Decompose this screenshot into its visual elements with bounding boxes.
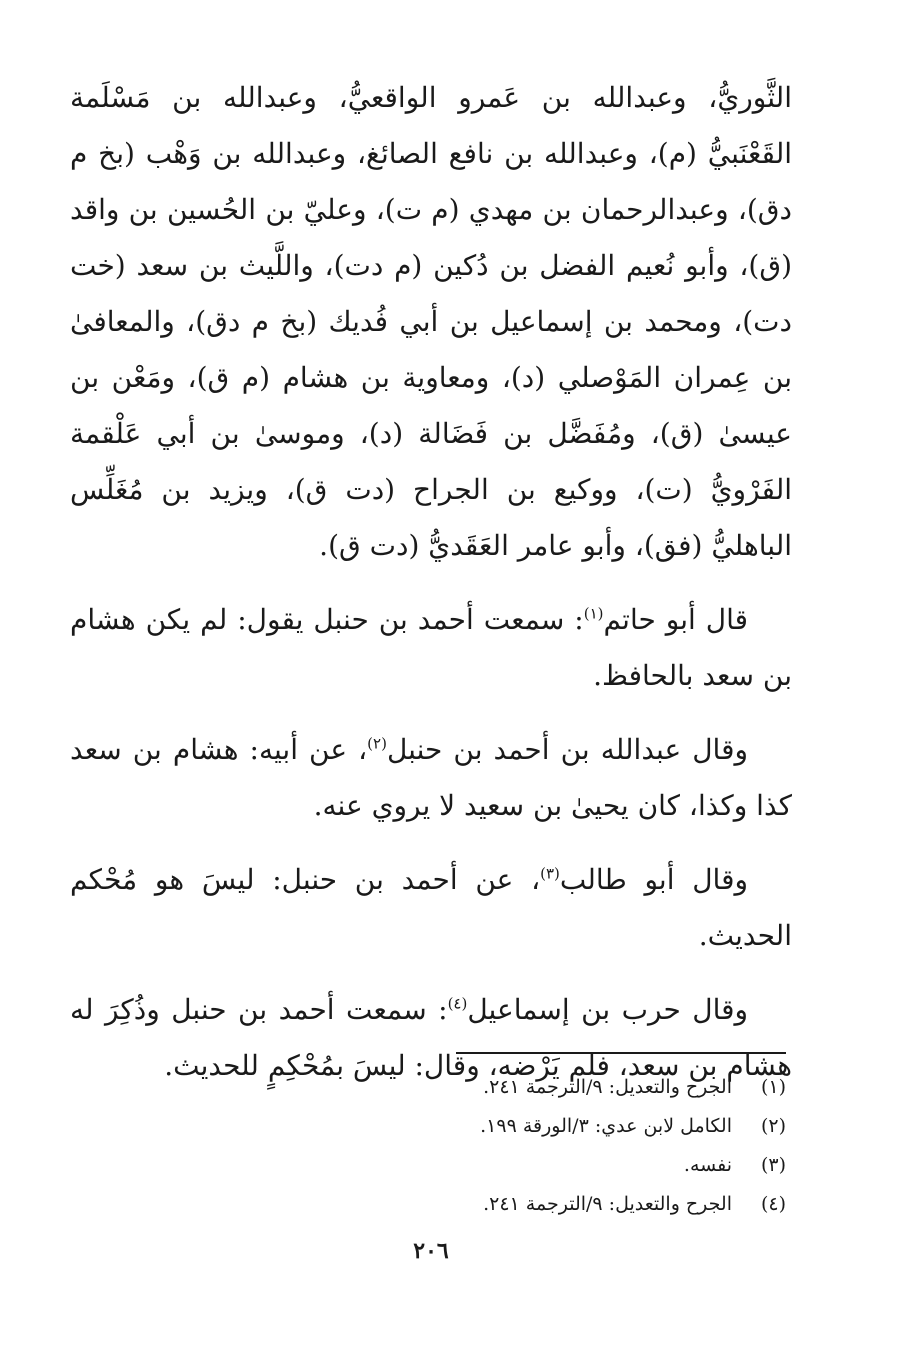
- quote-abu-hatim: [70, 592, 792, 704]
- paragraph-rest: : سمعت أحمد بن حنبل يقول: لم يكن هشام بن سعد بالحافظ.: [70, 603, 792, 692]
- footnote-ref-1[interactable]: (١): [583, 604, 604, 623]
- paragraph-lead: وقال أبو طالب: [559, 863, 748, 896]
- footnote-ref-2[interactable]: (٢): [367, 734, 387, 753]
- footnote-item: [66, 1185, 786, 1224]
- paragraph-rest: ، عن أحمد بن حنبل: ليسَ هو مُحْكم الحديث.: [70, 863, 792, 952]
- footnote-number: (١): [760, 1076, 786, 1098]
- footnote-item: [66, 1068, 786, 1107]
- paragraph-lead: وقال عبدالله بن أحمد بن حنبل: [386, 733, 748, 766]
- book-page: [70, 70, 792, 1300]
- footnote-text: نفسه.: [683, 1154, 732, 1176]
- footnote-ref-3[interactable]: (٣): [540, 864, 560, 883]
- quote-abu-talib: [70, 852, 792, 964]
- footnote-divider: [456, 1052, 786, 1054]
- footnote-item: [66, 1146, 786, 1185]
- quote-abdallah: [70, 722, 792, 834]
- footnote-number: (٢): [760, 1115, 786, 1137]
- paragraph-rest: : سمعت أحمد بن حنبل وذُكِرَ له هشام بن سعد، فلم يَرْضه، وقال: ليسَ بمُحْكِمٍ للحديث.: [70, 993, 792, 1082]
- footnote-number: (٤): [760, 1193, 786, 1215]
- main-text: [70, 70, 792, 1094]
- footnote-text: الجرح والتعديل: ٩/الترجمة ٢٤١.: [483, 1076, 732, 1098]
- footnote-item: [66, 1107, 786, 1146]
- paragraph-lead: وقال حرب بن إسماعيل: [467, 993, 749, 1026]
- paragraph-rest: ، عن أبيه: هشام بن سعد كذا وكذا، كان يحيىٰ بن سعيد لا يروي عنه.: [70, 733, 792, 822]
- footnotes-section: [66, 1052, 786, 1224]
- page-number: ٢٠٦: [413, 1238, 449, 1264]
- paragraph-text: الثَّوريُّ، وعبدالله بن عَمرو الواقعيُّ، وعبدالله بن مَسْلَمة القَعْنَبيُّ (م)، وعبدالله بن نافع الصائغ، وعبدالله بن وَهْب (بخ م دق)، وعبدالرحمان بن مهدي (م ت)، وعليّ بن الحُسين بن واقد (ق)، وأبو نُعيم الفضل بن دُكين (م دت)، واللَّيث بن سعد (خت دت)، ومحمد بن إسماعيل بن أبي فُديك (بخ م دق)، والمعافىٰ بن عِمران المَوْصلي (د)، ومعاوية بن هشام (م ق)، ومَعْن بن عيسىٰ (ق)، ومُفَضَّل بن فَضَالة (د)، وموسىٰ بن أبي عَلْقمة الفَرْويُّ (ت)، ووكيع بن الجراح (دت ق)، ويزيد بن مُغَلِّس الباهليُّ (فق)، وأبو عامر العَقَديُّ (دت ق).: [70, 81, 792, 562]
- footnote-ref-4[interactable]: (٤): [447, 994, 468, 1013]
- footnote-text: الكامل لابن عدي: ٣/الورقة ١٩٩.: [480, 1115, 732, 1137]
- footnote-number: (٣): [760, 1154, 786, 1176]
- footnote-text: الجرح والتعديل: ٩/الترجمة ٢٤١.: [483, 1193, 732, 1215]
- paragraph-lead: قال أبو حاتم: [603, 603, 748, 636]
- narrators-list-paragraph: [70, 70, 792, 574]
